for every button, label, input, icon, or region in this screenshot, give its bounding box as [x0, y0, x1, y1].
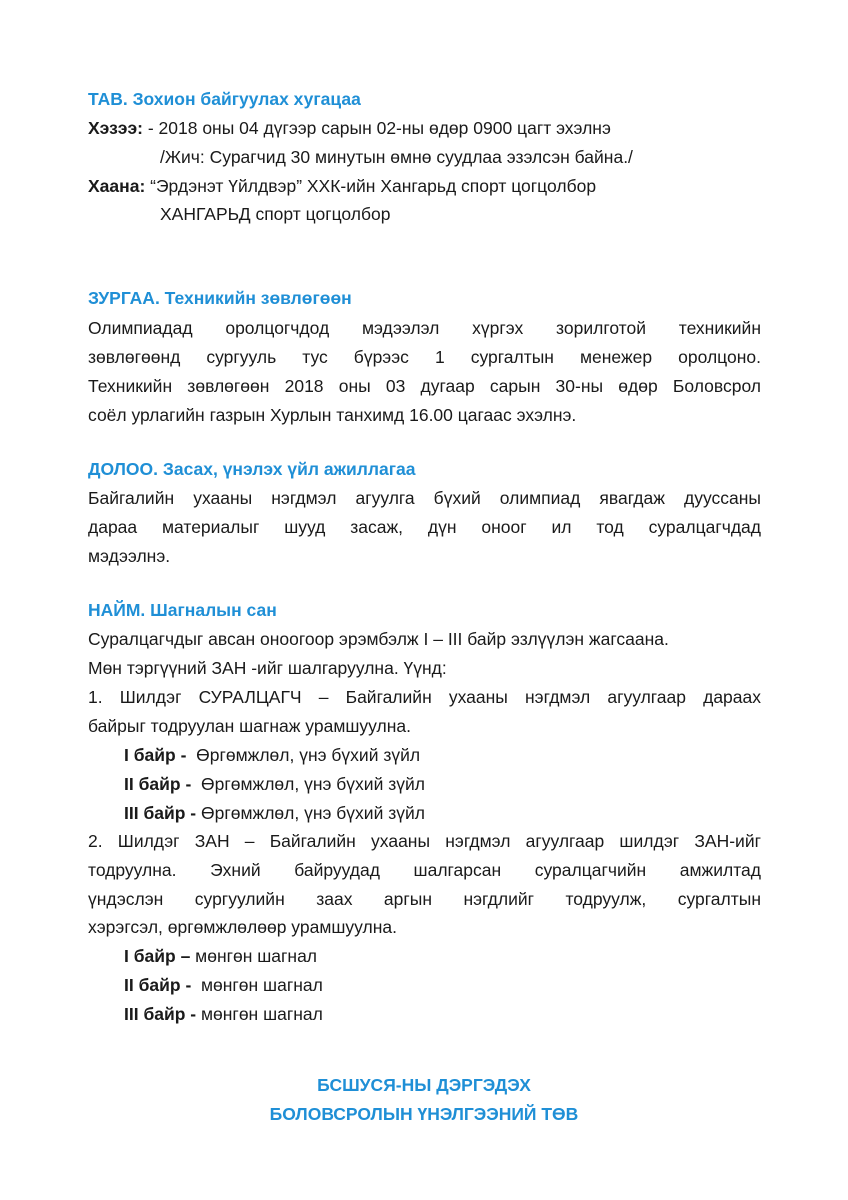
naim-p2-line-3: үндэслэн сургуулийн заах аргын нэгдлийг тодруулж, сургалтын: [88, 889, 761, 909]
zurgaa-line: Олимпиадад оролцогчдод мэдээлэл хүргэх зорилготой техникийн: [88, 318, 761, 338]
footer-line-2: БОЛОВСРОЛЫН ҮНЭЛГЭЭНИЙ ТӨВ: [269, 1104, 579, 1124]
award-row: [124, 743, 420, 767]
naim-p1-line-1: 1. Шилдэг СУРАЛЦАГЧ – Байгалийн ухааны нэгдмэл агуулгаар дараах: [88, 687, 761, 707]
where-label: Хаана:: [88, 176, 146, 196]
section-title-zurgaa: ЗУРГАА. Техникийн зөвлөгөөн: [88, 288, 352, 308]
where-text-2: ХАНГАРЬД спорт цогцолбор: [160, 204, 391, 224]
award-prize: мөнгөн шагнал: [196, 1004, 323, 1024]
naim-intro-1: Суралцагчдыг авсан оноогоор эрэмбэлж I – III байр эзлүүлэн жагсаана.: [88, 629, 669, 649]
when-text: - 2018 оны 04 дүгээр сарын 02-ны өдөр 0900 цагт эхэлнэ: [142, 118, 611, 138]
section-title-doloo: ДОЛОО. Засах, үнэлэх үйл ажиллагаа: [88, 459, 416, 479]
doloo-line: Байгалийн ухааны нэгдмэл агуулга бүхий олимпиад явагдаж дууссаны: [88, 488, 761, 508]
when-label: Хэзээ:: [88, 118, 143, 138]
award-row: [124, 772, 425, 796]
where-text: “Эрдэнэт Үйлдвэр” ХХК-ийн Хангарьд спорт цогцолбор: [145, 176, 597, 196]
zurgaa-line: зөвлөгөөнд сургууль тус бүрээс 1 сургалтын менежер оролцоно.: [88, 347, 761, 367]
award-row: [124, 801, 425, 825]
award-place: I байр -: [124, 745, 187, 765]
award-row: [124, 944, 317, 968]
naim-p2-line-2: тодруулна. Эхний байруудад шалгарсан суралцагчийн амжилтад: [88, 860, 761, 880]
award-row: [124, 973, 323, 997]
footer-line-1: БСШУСЯ-НЫ ДЭРГЭДЭХ: [317, 1075, 531, 1095]
award-place: I байр –: [124, 946, 191, 966]
where-row: [88, 174, 596, 198]
naim-intro-2: Мөн тэргүүний ЗАН -ийг шалгаруулна. Үүнд:: [88, 658, 447, 678]
award-prize: мөнгөн шагнал: [190, 946, 318, 966]
doloo-line: мэдээлнэ.: [88, 546, 171, 566]
section-title-tav: ТАВ. Зохион байгуулах хугацаа: [88, 89, 361, 109]
zurgaa-line: соёл урлагийн газрын Хурлын танхимд 16.00 цагаас эхэлнэ.: [88, 405, 577, 425]
award-place: II байр -: [124, 975, 192, 995]
award-prize: мөнгөн шагнал: [191, 975, 323, 995]
award-place: III байр -: [124, 803, 197, 823]
naim-p1-line-2: байрыг тодруулан шагнаж урамшуулна.: [88, 716, 411, 736]
naim-p2-line-4: хэрэгсэл, өргөмжлөлөөр урамшуулна.: [88, 917, 397, 937]
award-prize: Өргөмжлөл, үнэ бүхий зүйл: [186, 745, 421, 765]
doloo-line: дараа материалыг шууд засаж, дүн оноог ил тод суралцагчдад: [88, 517, 761, 537]
award-prize: Өргөмжлөл, үнэ бүхий зүйл: [191, 774, 425, 794]
section-title-naim: НАЙМ. Шагналын сан: [88, 600, 277, 620]
naim-p2-line-1: 2. Шилдэг ЗАН – Байгалийн ухааны нэгдмэл агуулгаар шилдэг ЗАН-ийг: [88, 831, 761, 851]
award-place: II байр -: [124, 774, 192, 794]
when-row: [88, 116, 611, 140]
zurgaa-line: Техникийн зөвлөгөөн 2018 оны 03 дугаар сарын 30-ны өдөр Боловсрол: [88, 376, 761, 396]
when-note: /Жич: Сурагчид 30 минутын өмнө суудлаа эзэлсэн байна./: [160, 147, 633, 167]
award-row: [124, 1002, 323, 1026]
award-prize: Өргөмжлөл, үнэ бүхий зүйл: [196, 803, 425, 823]
award-place: III байр -: [124, 1004, 197, 1024]
